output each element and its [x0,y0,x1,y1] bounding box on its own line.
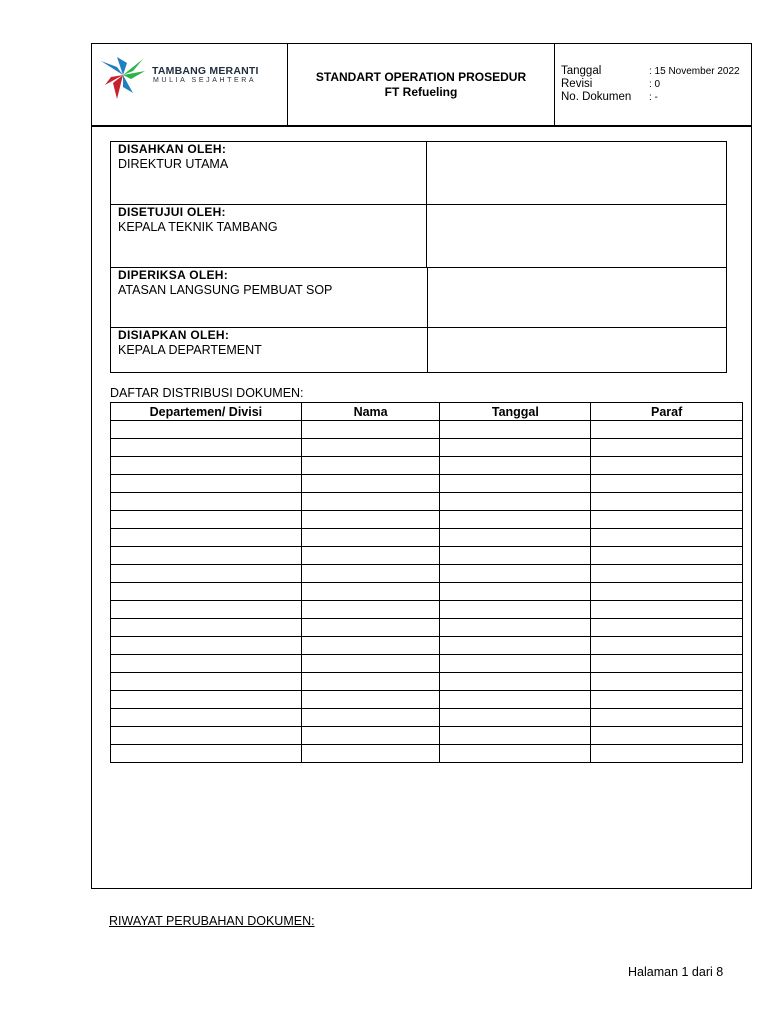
table-cell[interactable] [301,439,440,457]
distribution-table [110,402,743,763]
table-row [111,709,743,727]
table-cell[interactable] [301,727,440,745]
table-cell[interactable] [301,637,440,655]
table-cell[interactable] [301,457,440,475]
approval-role-cell [111,142,427,204]
table-cell[interactable] [301,655,440,673]
table-cell[interactable] [111,637,302,655]
approval-role-cell [111,205,427,267]
table-cell[interactable] [440,727,591,745]
meta-value: : 15 November 2022 [649,66,740,77]
table-row [111,601,743,619]
table-cell[interactable] [440,457,591,475]
table-row [111,655,743,673]
table-row [111,439,743,457]
table-cell[interactable] [440,529,591,547]
meta-value: : 0 [649,79,661,90]
table-cell[interactable] [111,673,302,691]
table-cell[interactable] [591,691,743,709]
table-cell[interactable] [301,565,440,583]
table-cell[interactable] [440,673,591,691]
table-cell[interactable] [111,421,302,439]
table-cell[interactable] [111,655,302,673]
table-cell[interactable] [301,421,440,439]
table-cell[interactable] [111,475,302,493]
table-row [111,637,743,655]
table-cell[interactable] [440,421,591,439]
document-header [92,44,751,127]
title-cell [288,44,555,125]
table-cell[interactable] [591,565,743,583]
table-cell[interactable] [111,727,302,745]
table-cell[interactable] [591,457,743,475]
table-cell[interactable] [301,601,440,619]
column-header-paraf: Paraf [591,403,743,421]
table-cell[interactable] [591,655,743,673]
table-cell[interactable] [440,637,591,655]
table-cell[interactable] [591,475,743,493]
approval-role-cell [111,328,428,372]
approval-role: DISAHKAN OLEH: [118,142,227,156]
logo-name: TAMBANG MERANTI [152,65,259,77]
table-cell[interactable] [591,421,743,439]
table-cell[interactable] [111,511,302,529]
table-cell[interactable] [440,583,591,601]
table-row [111,619,743,637]
approval-name: DIREKTUR UTAMA [118,157,229,171]
table-cell[interactable] [111,691,302,709]
column-header-tanggal: Tanggal [440,403,591,421]
table-cell[interactable] [591,673,743,691]
table-cell[interactable] [111,457,302,475]
approval-role: DISIAPKAN OLEH: [118,328,230,342]
table-cell[interactable] [301,493,440,511]
table-cell[interactable] [440,709,591,727]
logo-subtitle: MULIA SEJAHTERA [153,77,257,84]
table-cell[interactable] [301,583,440,601]
meta-label: No. Dokumen [561,91,632,103]
table-cell[interactable] [301,547,440,565]
table-cell[interactable] [591,583,743,601]
table-cell[interactable] [111,619,302,637]
table-cell[interactable] [111,493,302,511]
approval-name: ATASAN LANGSUNG PEMBUAT SOP [118,283,333,297]
column-header-departemen: Departemen/ Divisi [111,403,302,421]
approval-name: KEPALA DEPARTEMENT [118,343,262,357]
meta-label: Tanggal [561,65,602,77]
table-cell[interactable] [591,493,743,511]
meta-row-no-dokumen [561,91,658,103]
meta-cell [555,44,751,125]
table-cell[interactable] [440,619,591,637]
table-cell[interactable] [301,673,440,691]
page-number: Halaman 1 dari 8 [628,965,724,979]
distribution-body [111,421,743,763]
table-cell[interactable] [301,745,440,763]
approval-row [111,142,726,205]
table-row [111,673,743,691]
table-row [111,457,743,475]
table-row [111,475,743,493]
table-cell[interactable] [591,547,743,565]
table-row [111,745,743,763]
approval-name: KEPALA TEKNIK TAMBANG [118,220,278,234]
meta-row-tanggal [561,65,740,77]
table-cell[interactable] [301,619,440,637]
table-row [111,583,743,601]
table-row [111,511,743,529]
table-cell[interactable] [440,601,591,619]
distribution-header-row [111,403,743,421]
table-cell[interactable] [591,601,743,619]
approval-table [110,141,727,373]
meta-value: : - [649,92,658,103]
table-cell[interactable] [440,493,591,511]
table-cell[interactable] [440,565,591,583]
table-cell[interactable] [111,601,302,619]
document-subtitle: FT Refueling [384,85,458,99]
approval-role: DISETUJUI OLEH: [118,205,226,219]
table-row [111,727,743,745]
table-cell[interactable] [591,637,743,655]
table-cell[interactable] [301,511,440,529]
table-cell[interactable] [301,475,440,493]
table-cell[interactable] [301,529,440,547]
table-cell[interactable] [111,709,302,727]
table-cell[interactable] [440,475,591,493]
table-cell[interactable] [111,439,302,457]
distribution-label: DAFTAR DISTRIBUSI DOKUMEN: [110,386,304,400]
table-cell[interactable] [591,727,743,745]
logo-cell [92,44,288,125]
meta-label: Revisi [561,78,593,90]
table-row [111,421,743,439]
approval-role-cell [111,268,428,327]
table-cell[interactable] [591,745,743,763]
column-header-nama: Nama [301,403,440,421]
table-row [111,529,743,547]
table-cell[interactable] [111,565,302,583]
table-cell[interactable] [440,691,591,709]
table-cell[interactable] [301,709,440,727]
table-cell[interactable] [440,439,591,457]
document-title: STANDART OPERATION PROSEDUR [315,70,527,84]
approval-row [111,205,726,268]
table-cell[interactable] [111,547,302,565]
approval-row [111,328,726,372]
table-cell[interactable] [111,529,302,547]
table-cell[interactable] [591,511,743,529]
table-cell[interactable] [111,583,302,601]
table-cell[interactable] [591,709,743,727]
table-cell[interactable] [111,745,302,763]
table-cell[interactable] [440,745,591,763]
meta-row-revisi [561,78,660,90]
company-logo-icon [97,53,149,101]
table-cell[interactable] [440,511,591,529]
table-cell[interactable] [440,547,591,565]
table-row [111,565,743,583]
table-row [111,691,743,709]
table-cell[interactable] [591,439,743,457]
table-cell[interactable] [440,655,591,673]
table-cell[interactable] [591,619,743,637]
table-cell[interactable] [301,691,440,709]
table-cell[interactable] [591,529,743,547]
approval-role: DIPERIKSA OLEH: [118,268,229,282]
table-row [111,493,743,511]
table-row [111,547,743,565]
history-label: RIWAYAT PERUBAHAN DOKUMEN: [109,914,315,928]
approval-row [111,268,726,328]
